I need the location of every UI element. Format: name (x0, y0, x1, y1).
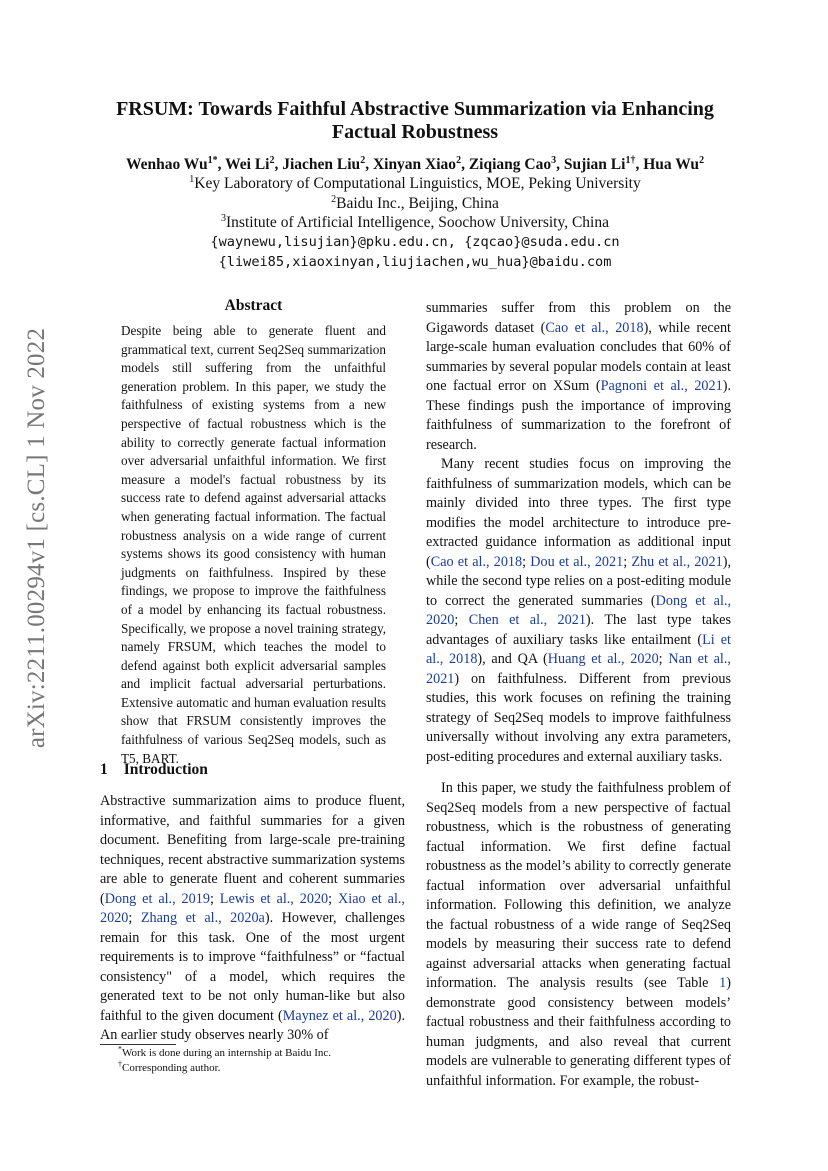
author-name: Ziqiang Cao$^3$, (468, 154, 564, 173)
paragraph-text: ). These findings push the importance of improving faithfulness of summarization to the forefront of research. (426, 378, 731, 453)
citation-link[interactable]: Chen et al., 2021 (468, 612, 586, 628)
author-name: Xinyan Xiao$^2$, (372, 154, 469, 173)
intro-paragraph (100, 792, 405, 1046)
paragraph-text: ) demonstrate good consistency between models’ factual robustness and their faithfulness according to human judgments, and also reveal that current models are vulnerable to generating different types of unfaithful information. For example, the robust- (426, 975, 731, 1089)
paragraph-text: Abstractive summarization aims to produce fluent, informative, and faithful summaries for a given document. Benefiting from large-scale pre-training techniques, recent abstractive summarization systems are able to generate fluent and coherent summaries ( (100, 793, 405, 907)
paragraph-text: ). However, challenges remain for this task. One of the most urgent requirements is to improve “faithfulness” or “factual consistency" of a model, which requires the generated text to be not only human-like but also faithful to the given document ( (100, 910, 405, 1024)
footnote-rule (100, 1044, 176, 1045)
citation-link[interactable]: Dong et al., 2019 (104, 890, 210, 907)
arxiv-identifier: arXiv:2211.00294v1 [cs.CL] 1 Nov 2022 (23, 327, 50, 749)
author-list (100, 156, 730, 174)
paragraph-text: summaries suffer from this problem on the Gigawords dataset ( (426, 300, 731, 336)
citation-link[interactable]: Nan et al., 2021 (426, 651, 731, 687)
body-paragraph (426, 455, 731, 767)
author-name: Jiachen Liu$^2$, (282, 154, 373, 173)
section-heading: 1 Introduction (100, 761, 208, 778)
citation-link[interactable]: Cao et al., 2018 (430, 553, 523, 570)
paragraph-text: ; (454, 612, 469, 628)
paragraph-text: ), and QA ( (477, 651, 548, 667)
affiliation: $^1$Key Laboratory of Computational Linguistics, MOE, Peking University (189, 173, 641, 192)
paragraph-text: Many recent studies focus on improving the faithfulness of summarization models, which can be mainly divided into three types. The first type modifies the model architecture to introduce pre-extracted guidance information as additional input ( (426, 456, 731, 570)
citation-link[interactable]: Dong et al., 2020 (426, 592, 731, 628)
email-line: {liwei85,xiaoxinyan,liujiachen,wu_hua}@baidu.com (218, 254, 612, 270)
citation-link[interactable]: Maynez et al., 2020 (282, 1007, 397, 1024)
paragraph-text: ; (623, 553, 632, 570)
paragraph-text: ; (328, 890, 339, 907)
paragraph-text: ; (658, 651, 669, 667)
abstract-text: Despite being able to generate fluent and grammatical text, current Seq2Seq summarization models still suffering from the unfaithful generation problem. In this paper, we study the faithfulness of existing systems from a new perspective of factual robustness which is the ability to correctly generate factual information over adversarial unfaithful information. We first measure a model's factual robustness by its success rate to defend against adversarial attacks when generating factual information. The factual robustness analysis on a wide range of current systems shows its good consistency with human judgments on faithfulness. Inspired by these findings, we propose to improve the faithfulness of a model by enhancing its factual robustness. Specifically, we propose a novel training strategy, namely FRSUM, which teaches the model to defend against both explicit adversarial samples and implicit factual adversarial perturbations. Extensive automatic and human evaluation results show that FRSUM consistently improves the faithfulness of various Seq2Seq models, such as T5, BART. (121, 323, 386, 766)
email-line: {waynewu,lisujian}@pku.edu.cn, {zqcao}@suda.edu.cn (210, 234, 620, 250)
citation-link[interactable]: Cao et al., 2018 (545, 319, 644, 336)
paragraph-text: ; (128, 910, 141, 926)
paragraph-text: In this paper, we study the faithfulness problem of Seq2Seq models from a new perspective of factual robustness, which is the robustness of generating factual information. We first define factual robustness as the model’s ability to correctly generate factual information over adversarial unfaithful information. Following this definition, we analyze the factual robustness of a wide range of Seq2Seq models by measuring their success rate to defend against adversarial attacks when generating factual information. The analysis results (see Table (426, 780, 731, 991)
paragraph-text: ; (209, 890, 220, 907)
citation-link[interactable]: Pagnoni et al., 2021 (600, 378, 723, 394)
author-name: Wei Li$^2$, (225, 154, 283, 173)
citation-link[interactable]: Xiao et al., 2020 (100, 890, 405, 926)
citation-link[interactable]: 1 (719, 975, 727, 991)
citation-link[interactable]: Zhang et al., 2020a (140, 910, 265, 926)
author-name: Sujian $Li^{1\dagger}$, (563, 154, 644, 173)
paragraph-text: ) on faithfulness. Different from previous studies, this work focuses on refining the training strategy of Seq2Seq models to improve faithfulness universally without involving any extra parameters, post-editing procedures and external auxiliary tasks. (426, 670, 731, 765)
footnote: †Corresponding author. (118, 1059, 221, 1074)
paragraph-text: ), while recent large-scale human evaluation concludes that 60% of summaries by several popular models contain at least one factual error on XSum ( (426, 319, 731, 394)
arxiv-stamp (2, 238, 72, 838)
affiliation: $^2$Baidu Inc., Beijing, China (331, 193, 499, 212)
affiliation: $^3$Institute of Artificial Intelligence, Soochow University, China (221, 212, 609, 231)
paper-title: FRSUM: Towards Faithful Abstractive Summarization via Enhancing Factual Robustness (116, 98, 714, 143)
author-name: Wenhao $Wu^{1*}$, (125, 154, 226, 173)
paragraph-text: ), while the second type relies on a post-editing module to correct the generated summaries ( (426, 553, 731, 609)
citation-link[interactable]: Zhu et al., 2021 (631, 553, 723, 570)
citation-link[interactable]: Lewis et al., 2020 (219, 890, 329, 907)
abstract-heading: Abstract (224, 297, 283, 314)
footnote: *Work is done during an internship at Baidu Inc. (118, 1044, 331, 1059)
citation-link[interactable]: Dou et al., 2021 (530, 553, 624, 570)
body-paragraph (426, 779, 731, 1091)
citation-link[interactable]: Li et al., 2018 (426, 631, 731, 667)
paragraph-text: ). The last type takes advantages of auxiliary tasks like entailment ( (426, 612, 731, 648)
body-paragraph (426, 299, 731, 455)
paragraph-text: ). An earlier study observes nearly 30% of (100, 1007, 405, 1043)
author-name: Hua Wu$^2$ (643, 154, 705, 173)
citation-link[interactable]: Huang et al., 2020 (547, 651, 659, 667)
paragraph-text: ; (522, 553, 531, 570)
